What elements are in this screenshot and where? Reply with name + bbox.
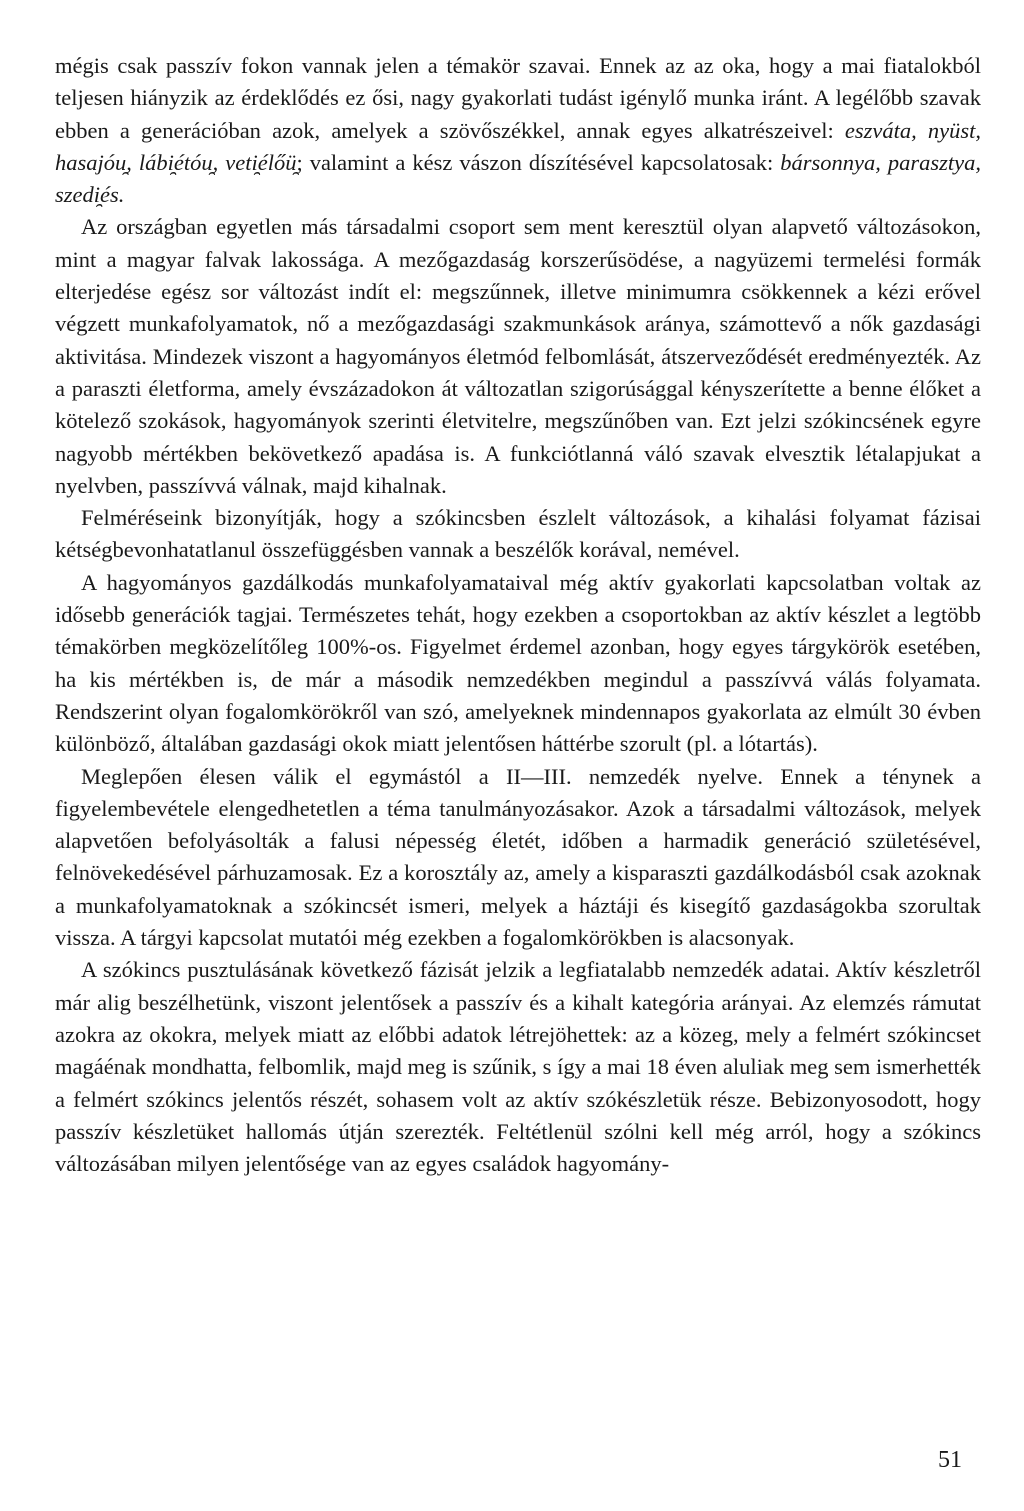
paragraph-5 <box>55 761 981 955</box>
paragraph-4 <box>55 567 981 761</box>
paragraph-6 <box>55 954 981 1180</box>
text-run: Meglepően élesen válik el egymástól a II—III. nemzedék nyelve. Ennek a ténynek a figyelembevétele elengedhetetlen a téma tanulmányozásakor. Azok a társadalmi változások, melyek alapvetően befolyásolták a falusi népesség életét, időben a harmadik generáció születésével, felnövekedésével párhuzamosak. Ez a korosztály az, amely a kisparaszti gazdálkodásból csak azoknak a munkafolyamatoknak a szókincsét ismeri, melyek a háztáji és kisegítő gazdaságokba szorultak vissza. A tárgyi kapcsolat mutatói még ezekben a fogalomkörökben is alacsonyak. <box>55 763 981 951</box>
page-number: 51 <box>938 1447 962 1473</box>
text-run: mégis csak passzív fokon vannak jelen a témakör szavai. Ennek az az oka, hogy a mai fiatalokból teljesen hiányzik az érdeklődés ez ősi, nagy gyakorlati tudást igénylő munka iránt. A legélőbb szavak ebben a generációban azok, amelyek a szövőszékkel, annak egyes alkatrészeivel: <box>55 53 981 143</box>
text-run: Felméréseink bizonyítják, hogy a szókincsben észlelt változások, a kihalási folyamat fázisai kétségbevonhatatlanul összefüggésben vannak a beszélők korával, nemével. <box>55 505 981 563</box>
paragraph-3 <box>55 502 981 567</box>
italic-term: bársonnya, parasztya, szedi̯és. <box>55 149 981 208</box>
text-run: Az országban egyetlen más társadalmi csoport sem ment keresztül olyan alapvető változásokon, mint a magyar falvak lakossága. A mezőgazdaság korszerűsödése, a nagyüzemi termelési formák elterjedése egész sor változást indít el: megszűnnek, illetve minimumra csökkennek a kézi erővel végzett munkafolyamatok, nő a mezőgazdasági szakmunkások aránya, számottevő a nők gazdasági aktivitása. Mindezek viszont a hagyományos életmód felbomlását, átszerveződését eredményezték. Az a paraszti életforma, amely évszázadokon át változatlan szigorúsággal kényszerítette a benne élőket a kötelező szokások, hagyományok szerinti életvitelre, megszűnőben van. Ezt jelzi szókincsének egyre nagyobb mértékben bekövetkező apadása is. A funkciótlanná váló szavak elvesztik létalapjukat a nyelvben, passzívvá válnak, majd kihalnak. <box>55 214 981 498</box>
italic-term: eszváta, nyüst, hasajóu̯, lábi̯étóu̯, veti̯élőü̯ <box>55 117 981 175</box>
text-run: ; valamint a kész vászon díszítésével kapcsolatosak: <box>296 149 781 175</box>
text-run: A hagyományos gazdálkodás munkafolyamataival még aktív gyakorlati kapcsolatban voltak az idősebb generációk tagjai. Természetes tehát, hogy ezekben a csoportokban az aktív készlet a legtöbb témakörben megközelítőleg 100%-os. Figyelmet érdemel azonban, hogy egyes tárgykörök esetében, ha kis mértékben is, de már a második nemzedékben megindul a passzívvá válás folyamata. Rendszerint olyan fogalomkörökről van szó, amelyeknek mindennapos gyakorlata az elmúlt 30 évben különböző, általában gazdasági okok miatt jelentősen háttérbe szorult (pl. a lótartás). <box>55 569 981 757</box>
text-run: A szókincs pusztulásának következő fázisát jelzik a legfiatalabb nemzedék adatai. Aktív készletről már alig beszélhetünk, viszont jelentősek a passzív és a kihalt kategória arányai. Az elemzés rámutat azokra az okokra, melyek miatt az előbbi adatok létrejöhettek: az a közeg, mely a felmért szókincset magáénak mondhatta, felbomlik, majd meg is szűnik, s így a mai 18 éven aluliak meg sem ismerhették a felmért szókincs jelentős részét, sohasem volt az aktív szókészletük része. Bebizonyosodott, hogy passzív készletüket hallomás útján szerezték. Feltétlenül szólni kell még arról, hogy a szókincs változásában milyen jelentősége van az egyes családok hagyomány- <box>55 957 981 1177</box>
page-body <box>55 50 981 1180</box>
paragraph-1 <box>55 50 981 211</box>
paragraph-2 <box>55 211 981 502</box>
